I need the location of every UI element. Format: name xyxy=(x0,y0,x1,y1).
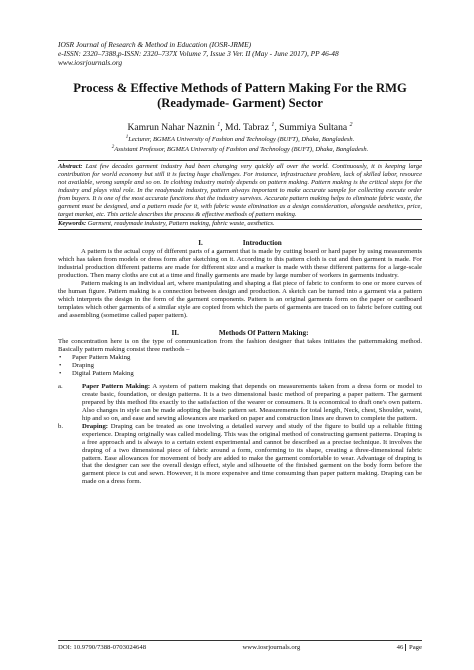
section-2-heading xyxy=(58,329,422,338)
affiliation-2-text: Assistant Professor, BGMEA University of Fashion and Technology (BUFT), Dhaka, Bangladesh. xyxy=(114,146,369,154)
author-1: Kamrun Nahar Naznin xyxy=(127,121,215,133)
affiliations xyxy=(58,134,422,154)
footer-doi: DOI: 10.9790/7388-0703024648 xyxy=(58,644,147,651)
keywords-label: Keywords: xyxy=(58,220,87,228)
list-item-text: Paper Pattern Making xyxy=(72,353,131,361)
page-label: Page xyxy=(405,644,422,651)
keywords-text: Garment, readymade industry, Pattern making, fabric waste, aesthetics. xyxy=(86,220,275,228)
list-item-text: Digital Pattern Making xyxy=(72,369,134,377)
list-item xyxy=(58,354,422,362)
title-line-1: Process & Effective Methods of Pattern Making For the RMG xyxy=(73,80,407,95)
journal-url[interactable]: www.iosrjournals.org xyxy=(58,58,123,68)
author-list xyxy=(58,120,422,133)
section-2-number: II. xyxy=(171,329,179,338)
bullet-icon: • xyxy=(59,369,62,377)
abstract-label: Abstract: xyxy=(58,163,83,171)
bullet-icon: • xyxy=(59,353,62,361)
item-marker: a. xyxy=(58,382,63,390)
affiliation-1-mark: 1 xyxy=(125,134,129,140)
page-footer xyxy=(58,640,422,651)
affiliation-2 xyxy=(58,144,422,154)
page-number: 46 xyxy=(396,644,404,651)
author-2-affil: 1 xyxy=(271,121,275,128)
author-3-affil: 2 xyxy=(349,121,353,128)
bullet-icon: • xyxy=(59,361,62,369)
affiliation-1-text: Lecturer, BGMEA University of Fashion and Technology (BUFT), Dhaka, Bangladesh. xyxy=(128,135,355,143)
item-marker: b. xyxy=(58,422,64,430)
method-item-draping xyxy=(58,423,422,487)
list-item xyxy=(58,362,422,370)
abstract-text: Last few decades garment industry had been changing very quickly all over the world. Continuously, it is keeping large contribution for world economy but still it is facing huge challenges. For instance, infrastructure problem, lack of skilled labor, resource not available, wrong sample and so on. In clothing industry mainly depends on pattern making. Pattern making is the critical steps for the industry and plays vital role. In the readymade industry, pattern always important to make accurate sample for collecting execute order from buyers. It is one of the most accurate functions that the industry survives. Accurate pattern making helps to eliminate fabric waste, the garment must be designed, and a pattern made for it, with fabric waste elimination as a design consideration, alongside aesthetics, price, target market, etc. This article describes the process & effective methods of pattern making. xyxy=(58,163,422,218)
section-1-heading xyxy=(58,239,422,248)
item-label: Draping: xyxy=(82,422,109,430)
item-text: A system of pattern making that depends on measurements taken from a dress form or model to create basic, foundation, or design patterns. It is a two dimensional basic method of preparing a paper pattern. The garment prepared by this method fits exactly to the satisfaction of the wearer or consumers. It is economical to draft one's own pattern. Also changes in style can be made adopting the basic pattern set. Measurements for total length, Neck, chest, Shoulder, waist, hip and so on, and ease and sewing allowances are marked on paper and construction lines are drawn to complete the pattern. xyxy=(82,382,422,422)
journal-name: IOSR Journal of Research & Method in Education (IOSR-JRME) xyxy=(58,40,252,49)
author-1-affil: 1 xyxy=(217,121,221,128)
item-label: Paper Pattern Making: xyxy=(82,382,151,390)
section-2-title: Methods Of Pattern Making: xyxy=(218,329,309,338)
keywords-block xyxy=(58,220,422,230)
journal-header xyxy=(58,40,422,68)
intro-paragraph-2: Pattern making is an individual art, where manipulating and shaping a flat piece of fabric to conform to one or more curves of the human figure. Pattern making is a connection between design and production. A sketch can be turned into a garment via a pattern which interprets the design in the form of the garment components. Pattern is an original garments form on the paper or cardboard templates which other garments of a similar style are copied from which the parts of garments are traced on to fabric before cutting out and assembling (sometime called paper pattern). xyxy=(58,280,422,320)
intro-paragraph-1: A pattern is the actual copy of different parts of a garment that is made by cutting board or hard paper by using measurements which has taken from models or dress form after sketching on it. According to this pattern cloth is cut and then garment is made. For industrial production different patterns are made for different size and a marker is made with these different patterns for a large-scale production. Then many cloths are cut at a time and finally garments are made by large number of workers in garments industry. xyxy=(58,248,422,280)
footer-url[interactable]: www.iosrjournals.org xyxy=(242,644,301,651)
paper-title xyxy=(58,81,422,111)
footer-page-number xyxy=(397,644,422,651)
methods-paragraph: The concentration here is on the type of communication from the fashion designer that takes initiates the patternmaking method. Basically pattern making consist three methods – xyxy=(58,338,422,353)
section-1-number: I. xyxy=(198,239,203,248)
author-2: , Md. Tabraz xyxy=(220,121,269,133)
methods-list xyxy=(58,354,422,378)
journal-issn: e-ISSN: 2320–7388,p-ISSN: 2320–737X Volume 7, Issue 3 Ver. II (May - June 2017), PP 46-48 xyxy=(58,49,339,59)
author-3: , Summiya Sultana xyxy=(274,121,348,133)
title-line-2: (Readymade- Garment) Sector xyxy=(157,95,323,110)
abstract-block xyxy=(58,160,422,220)
affiliation-2-mark: 2 xyxy=(111,144,115,150)
list-item xyxy=(58,370,422,378)
list-item-text: Draping xyxy=(72,361,94,369)
method-item-paper-pattern xyxy=(58,383,422,423)
section-1-title: Introduction xyxy=(242,239,282,248)
affiliation-1 xyxy=(58,134,422,144)
item-text: Draping can be treated as one involving a detailed survey and study of the figure to build up a reliable fitting experience. Draping originally was called modeling. This was the original method of constructing garment patterns. Draping is a free approach and is always to a certain extent experimental and cannot be described as a precise technique. It involves the draping of a two dimensional piece of fabric around a form, conforming to its shape, creating a three-dimensional fabric pattern. Ease allowances for movement of body are added to make the garment comfortable to wear. Advantage of draping is that the designer can see the overall design effect, style and silhouette of the finished garment on the body form before the garment piece is cut and sewn. However, it is more expensive and time consuming than paper pattern making. Draping can be made on a dress form. xyxy=(82,422,422,486)
